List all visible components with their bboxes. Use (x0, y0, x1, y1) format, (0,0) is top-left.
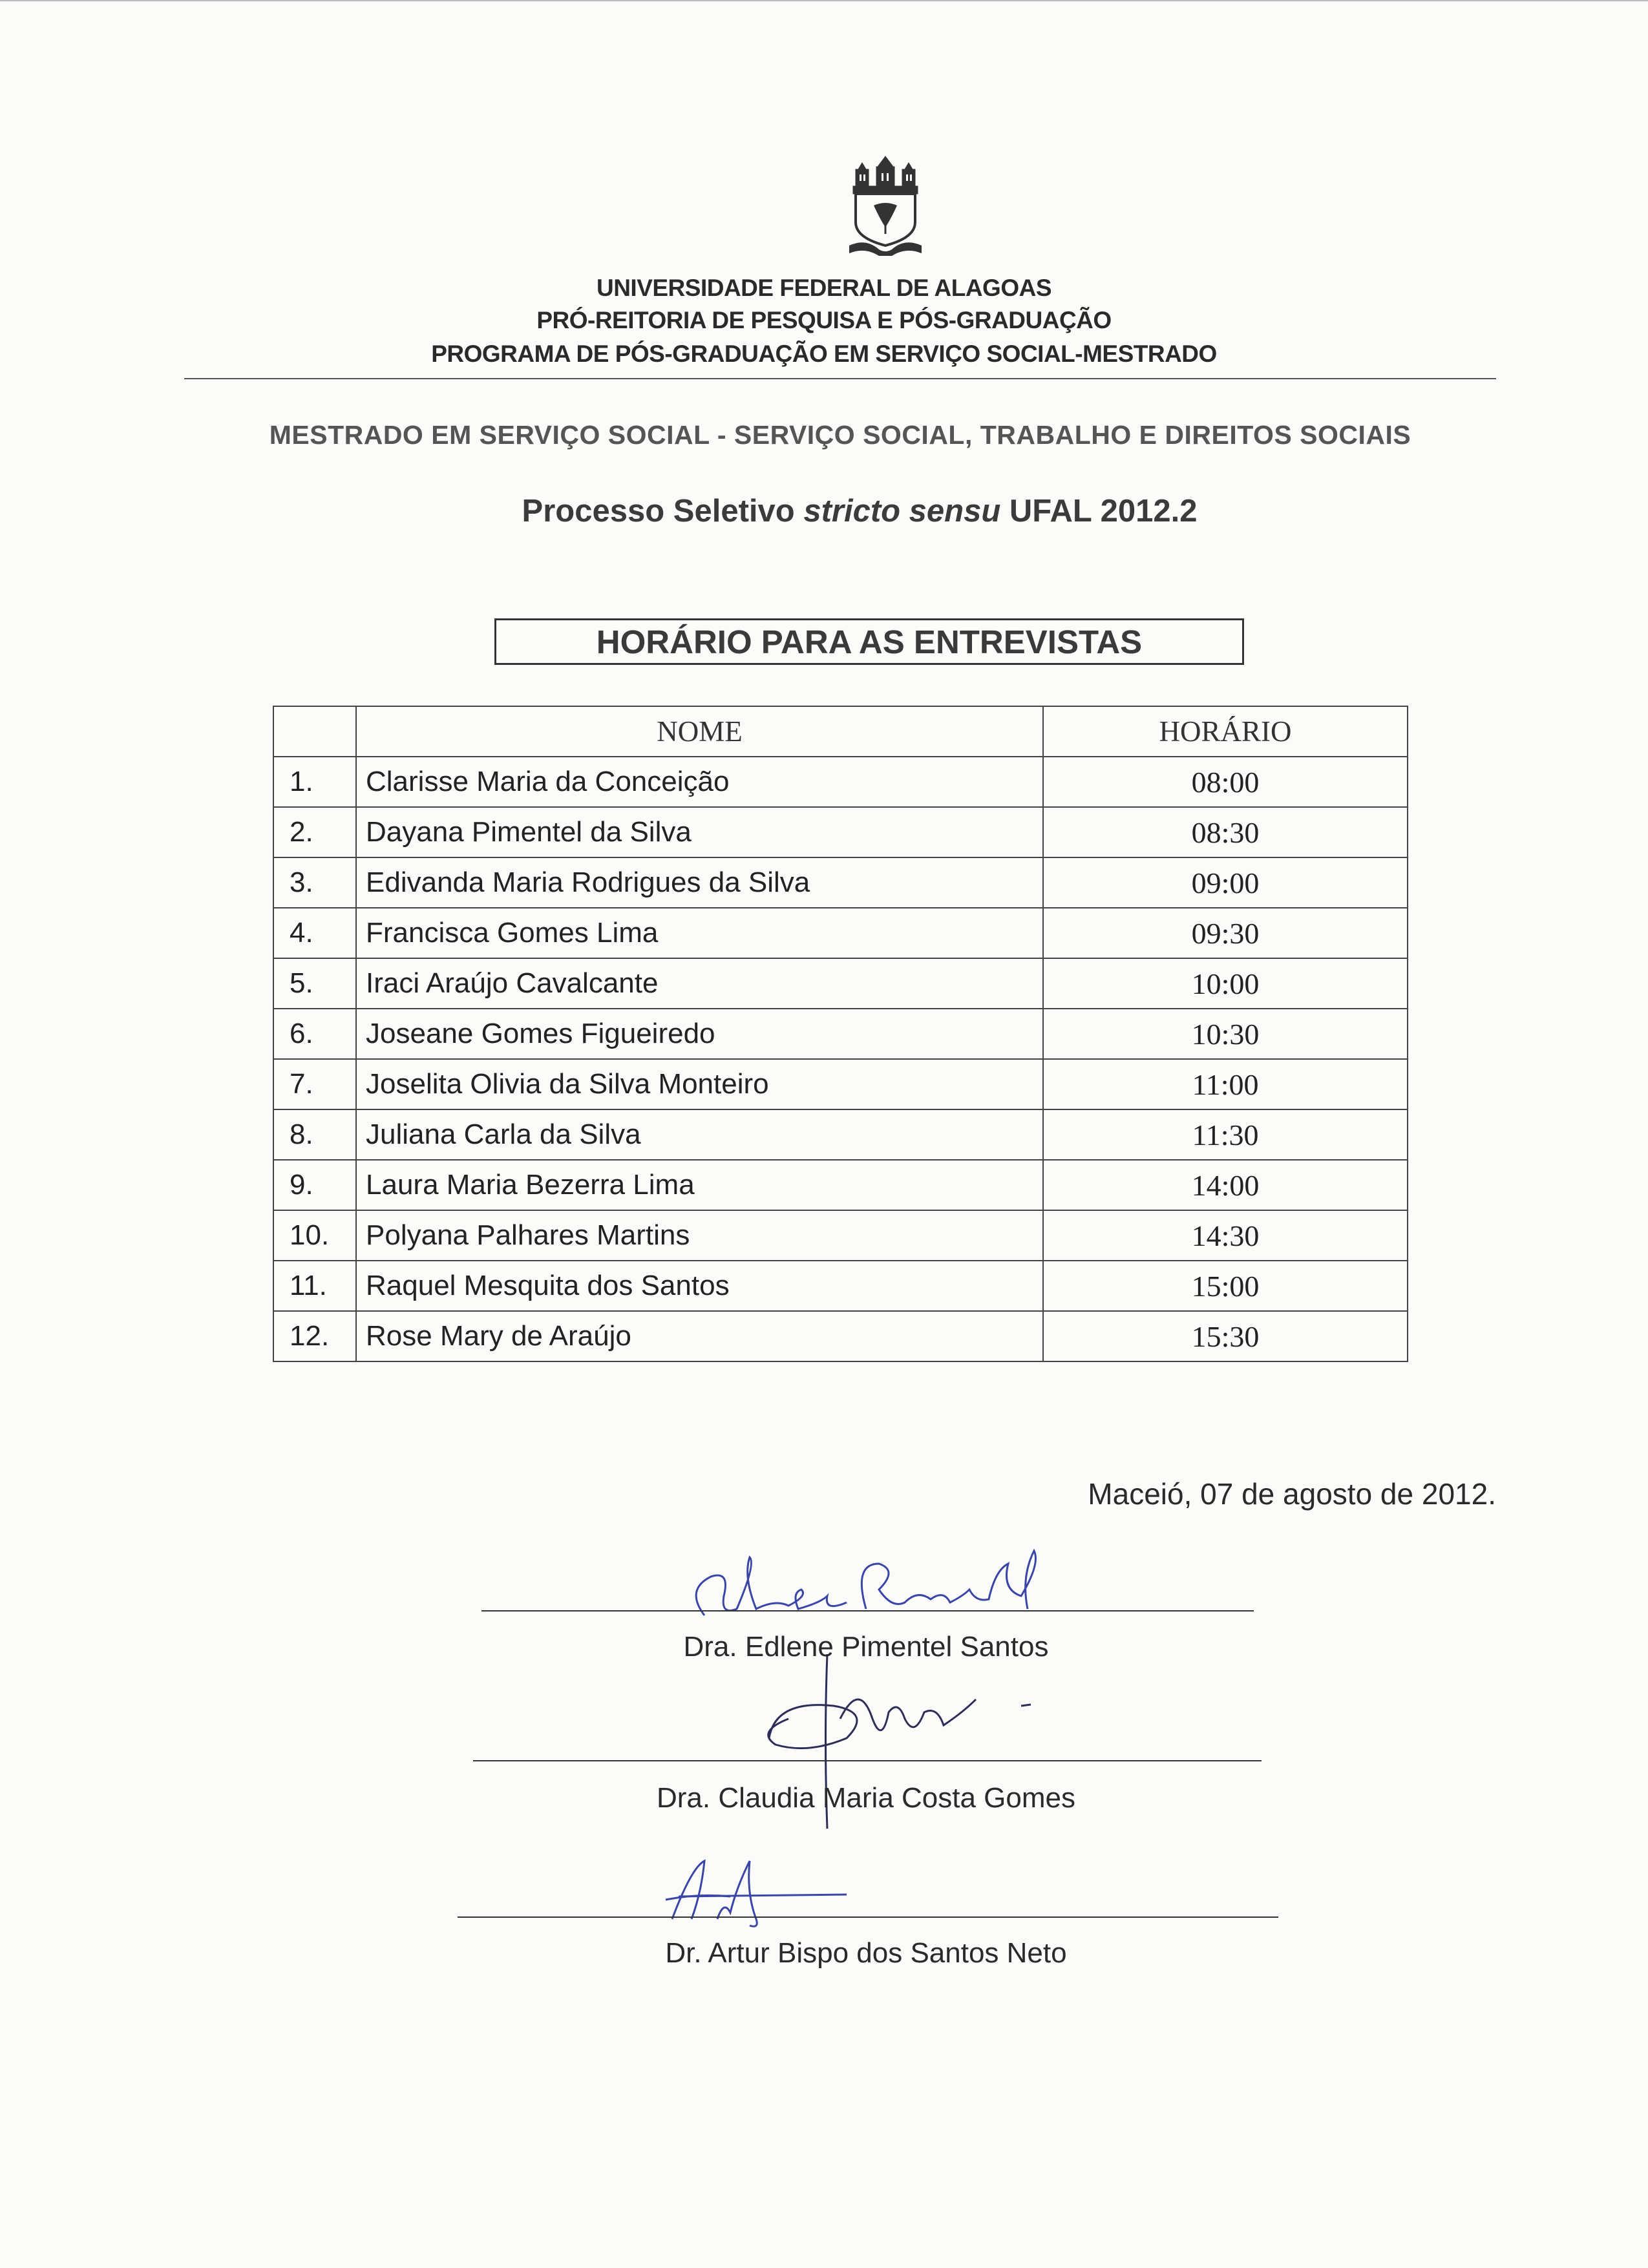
process-prefix: Processo Seletivo (522, 494, 795, 529)
row-number: 6. (273, 1009, 356, 1059)
interview-schedule-table (273, 706, 1408, 1362)
signature-line-3 (458, 1916, 1278, 1918)
candidate-name: Polyana Palhares Martins (356, 1210, 1043, 1261)
candidate-name: Dayana Pimentel da Silva (356, 807, 1043, 857)
row-number: 10. (273, 1210, 356, 1261)
row-number: 1. (273, 757, 356, 807)
signature-line-2 (473, 1760, 1262, 1761)
candidate-name: Laura Maria Bezerra Lima (356, 1160, 1043, 1210)
interview-time: 10:30 (1043, 1009, 1408, 1059)
row-number: 7. (273, 1059, 356, 1109)
university-crest-icon (847, 155, 924, 258)
table-row (273, 807, 1408, 857)
table-row (273, 1210, 1408, 1261)
interview-time: 14:00 (1043, 1160, 1408, 1210)
interview-time: 14:30 (1043, 1210, 1408, 1261)
signature-line-1 (481, 1610, 1254, 1612)
row-number: 11. (273, 1261, 356, 1311)
row-number: 12. (273, 1311, 356, 1361)
table-row (273, 757, 1408, 807)
scan-edge (0, 0, 1648, 1)
signature-edlene (659, 1538, 1047, 1628)
date-line: Maceió, 07 de agosto de 2012. (1088, 1477, 1496, 1511)
table-row (273, 1261, 1408, 1311)
interview-time: 08:00 (1043, 757, 1408, 807)
row-number: 2. (273, 807, 356, 857)
signature-artur (653, 1848, 860, 1932)
table-row (273, 857, 1408, 908)
candidate-name: Iraci Araújo Cavalcante (356, 958, 1043, 1009)
interview-time: 11:00 (1043, 1059, 1408, 1109)
table-row (273, 1311, 1408, 1361)
table-row (273, 1059, 1408, 1109)
candidate-name: Juliana Carla da Silva (356, 1109, 1043, 1160)
course-title: MESTRADO EM SERVIÇO SOCIAL - SERVIÇO SOCIAL, TRABALHO E DIREITOS SOCIAIS (269, 420, 1411, 450)
schedule-title-box: HORÁRIO PARA AS ENTREVISTAS (494, 618, 1244, 665)
header-number (273, 706, 356, 757)
interview-time: 08:30 (1043, 807, 1408, 857)
process-suffix: UFAL 2012.2 (1009, 494, 1198, 529)
interview-time: 09:00 (1043, 857, 1408, 908)
pro-rectorate: PRÓ-REITORIA DE PESQUISA E PÓS-GRADUAÇÃO (536, 307, 1112, 333)
row-number: 4. (273, 908, 356, 958)
signatory-name: Dr. Artur Bispo dos Santos Neto (665, 1937, 1067, 1969)
university-name: UNIVERSIDADE FEDERAL DE ALAGOAS (596, 275, 1051, 301)
table-header-row (273, 706, 1408, 757)
row-number: 5. (273, 958, 356, 1009)
header-divider (184, 378, 1496, 379)
interview-time: 10:00 (1043, 958, 1408, 1009)
interview-time: 11:30 (1043, 1109, 1408, 1160)
candidate-name: Clarisse Maria da Conceição (356, 757, 1043, 807)
program-name: PROGRAMA DE PÓS-GRADUAÇÃO EM SERVIÇO SOCIAL-MESTRADO (431, 341, 1217, 367)
candidate-name: Rose Mary de Araújo (356, 1311, 1043, 1361)
candidate-name: Francisca Gomes Lima (356, 908, 1043, 958)
table-row (273, 958, 1408, 1009)
candidate-name: Edivanda Maria Rodrigues da Silva (356, 857, 1043, 908)
signatory-name: Dra. Claudia Maria Costa Gomes (656, 1782, 1075, 1814)
signatory-name: Dra. Edlene Pimentel Santos (683, 1631, 1049, 1663)
process-italic: stricto sensu (803, 494, 1001, 529)
table-row (273, 908, 1408, 958)
row-number: 3. (273, 857, 356, 908)
interview-time: 09:30 (1043, 908, 1408, 958)
process-title (0, 493, 1648, 529)
header-time: HORÁRIO (1043, 706, 1408, 757)
table-row (273, 1160, 1408, 1210)
candidate-name: Joselita Olivia da Silva Monteiro (356, 1059, 1043, 1109)
table-row (273, 1009, 1408, 1059)
header-name: NOME (356, 706, 1043, 757)
candidate-name: Joseane Gomes Figueiredo (356, 1009, 1043, 1059)
interview-time: 15:30 (1043, 1311, 1408, 1361)
interview-time: 15:00 (1043, 1261, 1408, 1311)
row-number: 8. (273, 1109, 356, 1160)
row-number: 9. (273, 1160, 356, 1210)
table-row (273, 1109, 1408, 1160)
candidate-name: Raquel Mesquita dos Santos (356, 1261, 1043, 1311)
